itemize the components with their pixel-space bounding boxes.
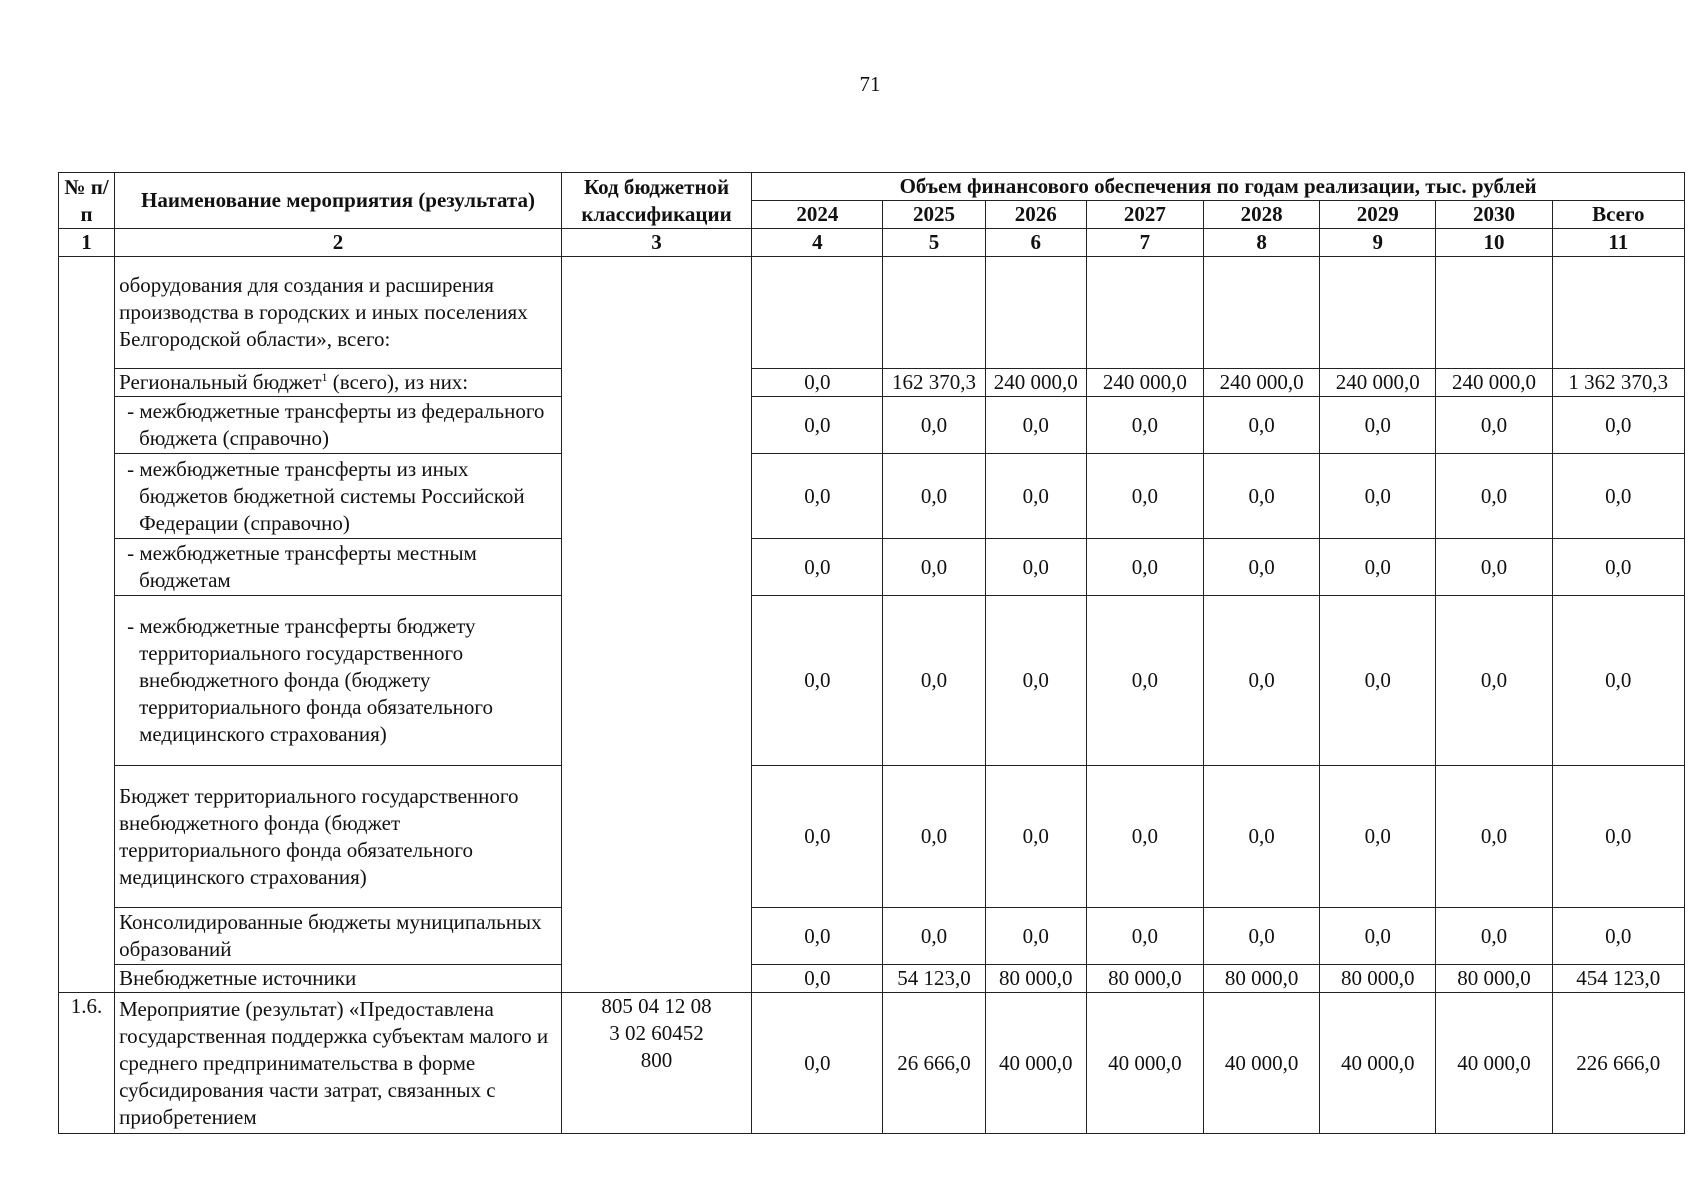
row-name: - межбюджетные трансферты из федерального бюджета (справочно): [115, 397, 562, 454]
budget-code-cell: [561, 257, 751, 993]
value-cell: 0,0: [1436, 397, 1552, 454]
row-name-rest: (всего), из них:: [327, 370, 469, 394]
value-cell: 40 000,0: [985, 993, 1086, 1134]
row-name: оборудования для создания и расширения производства в городских и иных поселениях Белгородской области», всего:: [115, 257, 562, 369]
value-cell: 0,0: [985, 596, 1086, 766]
value-cell: 0,0: [1552, 454, 1684, 539]
row-number-cell: [59, 257, 115, 993]
row-name: - межбюджетные трансферты местным бюджетам: [115, 539, 562, 596]
column-number: 8: [1204, 229, 1320, 257]
value-cell: [1552, 257, 1684, 369]
column-number: 9: [1320, 229, 1436, 257]
value-cell: 240 000,0: [1320, 369, 1436, 397]
value-cell: 26 666,0: [883, 993, 985, 1134]
row-name-main: Региональный бюджет: [119, 370, 322, 394]
row-name: [115, 369, 562, 397]
budget-code: [561, 993, 751, 1134]
header-year: 2026: [985, 201, 1086, 229]
value-cell: 0,0: [1086, 908, 1203, 965]
column-number: 11: [1552, 229, 1684, 257]
value-cell: 0,0: [985, 908, 1086, 965]
column-number: 2: [115, 229, 562, 257]
budget-code-text: 805 04 12 08 3 02 60452 800: [601, 994, 712, 1072]
value-cell: 0,0: [985, 454, 1086, 539]
column-number: 6: [985, 229, 1086, 257]
value-cell: 80 000,0: [1086, 965, 1203, 993]
value-cell: 40 000,0: [1436, 993, 1552, 1134]
value-cell: 0,0: [1204, 908, 1320, 965]
column-number: 1: [59, 229, 115, 257]
value-cell: 0,0: [752, 539, 883, 596]
value-cell: 0,0: [1320, 397, 1436, 454]
value-cell: 80 000,0: [1436, 965, 1552, 993]
value-cell: 80 000,0: [1320, 965, 1436, 993]
value-cell: 0,0: [1086, 596, 1203, 766]
column-number: 7: [1086, 229, 1203, 257]
value-cell: 240 000,0: [985, 369, 1086, 397]
value-cell: 0,0: [1552, 908, 1684, 965]
value-cell: [1320, 257, 1436, 369]
value-cell: 240 000,0: [1436, 369, 1552, 397]
value-cell: 0,0: [1204, 454, 1320, 539]
table-row: [59, 908, 1685, 965]
value-cell: 0,0: [1436, 596, 1552, 766]
value-cell: 0,0: [752, 454, 883, 539]
value-cell: 0,0: [883, 397, 985, 454]
value-cell: 0,0: [1552, 539, 1684, 596]
value-cell: 40 000,0: [1086, 993, 1203, 1134]
value-cell: 0,0: [752, 993, 883, 1134]
value-cell: 0,0: [1436, 908, 1552, 965]
value-cell: 0,0: [752, 908, 883, 965]
value-cell: 454 123,0: [1552, 965, 1684, 993]
value-cell: 0,0: [1320, 908, 1436, 965]
value-cell: 80 000,0: [1204, 965, 1320, 993]
value-cell: 0,0: [985, 766, 1086, 908]
table-row: [59, 369, 1685, 397]
value-cell: 0,0: [1552, 596, 1684, 766]
value-cell: 0,0: [883, 454, 985, 539]
header-year: 2027: [1086, 201, 1203, 229]
header-num: № п/п: [59, 173, 115, 229]
table-row: [59, 993, 1685, 1134]
value-cell: 0,0: [1204, 766, 1320, 908]
value-cell: 40 000,0: [1320, 993, 1436, 1134]
footnote-mark: 1: [321, 370, 328, 384]
row-name: - межбюджетные трансферты бюджету территориального государственного внебюджетного фонда (бюджету территориального фонда обязательного медицинского страхования): [115, 596, 562, 766]
value-cell: [1204, 257, 1320, 369]
header-code: Код бюджетной классификации: [561, 173, 751, 229]
header-total: Всего: [1552, 201, 1684, 229]
row-name: - межбюджетные трансферты из иных бюджетов бюджетной системы Российской Федерации (справочно): [115, 454, 562, 539]
table-row: [59, 397, 1685, 454]
value-cell: 0,0: [1086, 397, 1203, 454]
column-number: 3: [561, 229, 751, 257]
header-volume: Объем финансового обеспечения по годам реализации, тыс. рублей: [752, 173, 1685, 201]
value-cell: 1 362 370,3: [1552, 369, 1684, 397]
value-cell: 0,0: [1552, 397, 1684, 454]
value-cell: 0,0: [752, 397, 883, 454]
value-cell: 0,0: [1436, 539, 1552, 596]
value-cell: 0,0: [752, 965, 883, 993]
header-year: 2029: [1320, 201, 1436, 229]
value-cell: 0,0: [985, 539, 1086, 596]
table-row: [59, 596, 1685, 766]
value-cell: 0,0: [883, 539, 985, 596]
value-cell: 0,0: [752, 369, 883, 397]
value-cell: 0,0: [883, 596, 985, 766]
table-row: [59, 539, 1685, 596]
value-cell: 240 000,0: [1204, 369, 1320, 397]
value-cell: 226 666,0: [1552, 993, 1684, 1134]
value-cell: 0,0: [1086, 766, 1203, 908]
value-cell: 0,0: [1204, 539, 1320, 596]
value-cell: 0,0: [1086, 539, 1203, 596]
value-cell: 0,0: [883, 766, 985, 908]
value-cell: 0,0: [1552, 766, 1684, 908]
table-row: [59, 257, 1685, 369]
value-cell: [1086, 257, 1203, 369]
column-number: 10: [1436, 229, 1552, 257]
value-cell: 162 370,3: [883, 369, 985, 397]
value-cell: 0,0: [1320, 766, 1436, 908]
table-row: [59, 454, 1685, 539]
column-number: 4: [752, 229, 883, 257]
header-year: 2024: [752, 201, 883, 229]
value-cell: 0,0: [985, 397, 1086, 454]
column-number: 5: [883, 229, 985, 257]
value-cell: 240 000,0: [1086, 369, 1203, 397]
value-cell: 0,0: [752, 596, 883, 766]
row-name: Внебюджетные источники: [115, 965, 562, 993]
row-name: Мероприятие (результат) «Предоставлена государственная поддержка субъектам малого и среднего предпринимательства в форме субсидирования части затрат, связанных с приобретением: [115, 993, 562, 1134]
value-cell: 0,0: [1320, 454, 1436, 539]
value-cell: 80 000,0: [985, 965, 1086, 993]
header-year: 2028: [1204, 201, 1320, 229]
table-row: [59, 766, 1685, 908]
value-cell: 0,0: [1204, 397, 1320, 454]
value-cell: 0,0: [1320, 596, 1436, 766]
value-cell: [1436, 257, 1552, 369]
value-cell: 0,0: [883, 908, 985, 965]
page-number: 71: [859, 72, 881, 96]
header-year: 2025: [883, 201, 985, 229]
value-cell: [752, 257, 883, 369]
value-cell: 40 000,0: [1204, 993, 1320, 1134]
header-year: 2030: [1436, 201, 1552, 229]
value-cell: 0,0: [1204, 596, 1320, 766]
value-cell: [985, 257, 1086, 369]
value-cell: 0,0: [1086, 454, 1203, 539]
value-cell: [883, 257, 985, 369]
row-name: Консолидированные бюджеты муниципальных образований: [115, 908, 562, 965]
header-name: Наименование мероприятия (результата): [115, 173, 562, 229]
table-row: [59, 965, 1685, 993]
value-cell: 0,0: [1436, 454, 1552, 539]
value-cell: 0,0: [752, 766, 883, 908]
row-number: 1.6.: [59, 993, 115, 1134]
value-cell: 0,0: [1320, 539, 1436, 596]
financing-table: [58, 172, 1685, 1134]
value-cell: 54 123,0: [883, 965, 985, 993]
value-cell: 0,0: [1436, 766, 1552, 908]
row-name: Бюджет территориального государственного внебюджетного фонда (бюджет территориального фонда обязательного медицинского страхования): [115, 766, 562, 908]
